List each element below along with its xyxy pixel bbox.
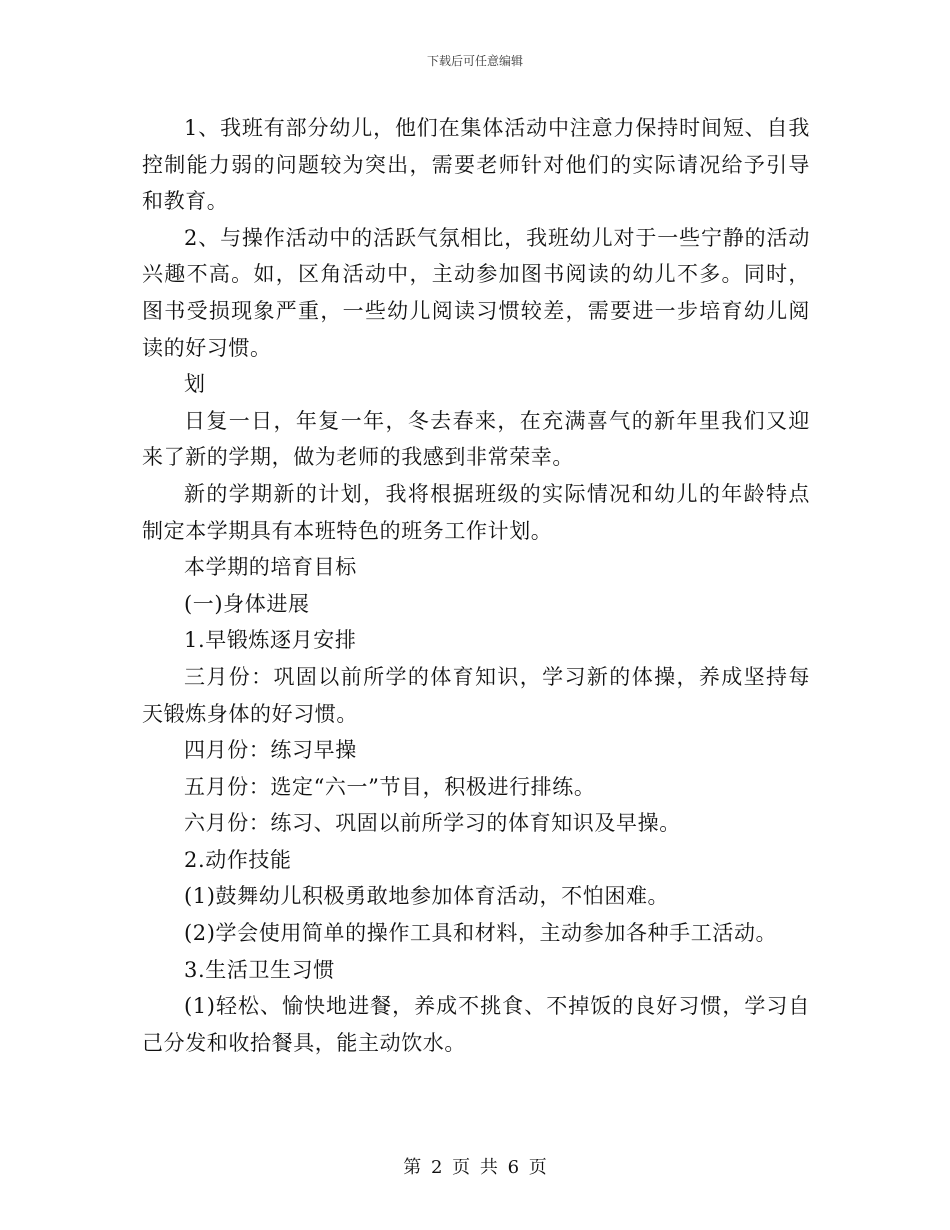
paragraph-intro: 日复一日，年复一年，冬去春来，在充满喜气的新年里我们又迎来了新的学期，做为老师的我感到非常荣幸。 [142, 408, 810, 470]
paragraph-skill-2: (2)学会使用简单的操作工具和材料，主动参加各种手工活动。 [184, 921, 778, 946]
document-body [142, 110, 810, 1061]
paragraph-hygiene-1: (1)轻松、愉快地进餐，养成不挑食、不掉饭的良好习惯，学习自己分发和收拾餐具，能主动饮水。 [142, 994, 810, 1055]
paragraph-skill-1: (1)鼓舞幼儿积极勇敢地参加体育活动，不怕困难。 [184, 884, 670, 909]
paragraph-morning-exercise: 1.早锻炼逐月安排 [184, 628, 357, 653]
paragraph-class-issue-2: 2、与操作活动中的活跃气氛相比，我班幼儿对于一些宁静的活动兴趣不高。如，区角活动中，主动参加图书阅读的幼儿不多。同时，图书受损现象严重，一些幼儿阅读习惯较差，需要进一步培育幼儿阅读的好习惯。 [142, 225, 810, 360]
paragraph-heading-plan: 划 [184, 372, 206, 397]
paragraph-april: 四月份：练习早操 [184, 738, 357, 763]
paragraph-hygiene-habits: 3.生活卫生习惯 [184, 957, 335, 982]
paragraph-march: 三月份：巩固以前所学的体育知识，学习新的体操，养成坚持每天锻炼身体的好习惯。 [142, 664, 810, 726]
paragraph-goals-heading: 本学期的培育目标 [184, 555, 357, 580]
page-number: 第 2 页 共 6 页 [403, 1157, 547, 1178]
paragraph-class-issue-1: 1、我班有部分幼儿，他们在集体活动中注意力保持时间短、自我控制能力弱的问题较为突出，需要老师针对他们的实际请况给予引导和教育。 [142, 116, 810, 214]
paragraph-may: 五月份：选定“六一”节目，积极进行排练。 [184, 774, 596, 799]
paragraph-june: 六月份：练习、巩固以前所学习的体育知识及早操。 [184, 811, 681, 836]
paragraph-section-physical: (一)身体进展 [184, 591, 310, 616]
paragraph-motor-skills: 2.动作技能 [184, 847, 292, 872]
page-header: 下载后可任意编辑 [426, 54, 523, 68]
paragraph-new-plan: 新的学期新的计划，我将根据班级的实际情况和幼儿的年龄特点制定本学期具有本班特色的班务工作计划。 [142, 481, 810, 543]
